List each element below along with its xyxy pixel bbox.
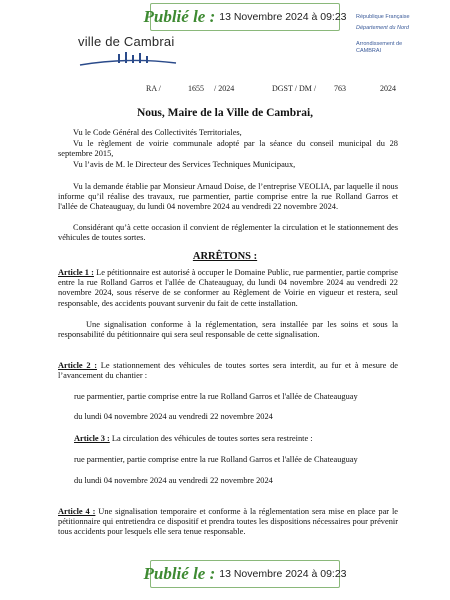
article-2 xyxy=(58,361,398,381)
article-2-text: Le stationnement des véhicules de toutes sortes sera interdit, au fur et à mesure de l’avancement du chantier : xyxy=(58,361,399,381)
dgst-label: DGST / DM / xyxy=(272,84,317,93)
logo-skyline-icon xyxy=(78,49,178,69)
visa-director: Vu l’avis de M. le Directeur des Services Techniques Municipaux, xyxy=(73,160,296,169)
publication-label-bottom: Publié le : xyxy=(143,564,216,583)
article-2-dates: du lundi 04 novembre 2024 au vendredi 22 novembre 2024 xyxy=(74,412,273,421)
article-4-text: Une signalisation temporaire et conforme à la réglementation sera mise en place par le pétitionnaire qui entretiendra ce dispositif et prendra toutes les dispositions nécessaires pour prévenir tous accidents pour lesquels elle sera tenue responsable. xyxy=(58,507,399,537)
publication-label: Publié le : xyxy=(143,7,216,26)
republic-label: République Française xyxy=(356,14,410,20)
article-3-place: rue parmentier, partie comprise entre la rue Rolland Garros et l'allée de Chateauguay xyxy=(74,455,358,464)
arrondissement-label: Arrondissement de xyxy=(356,41,403,47)
department-label: Département du Nord xyxy=(356,25,409,31)
article-1-signal: Une signalisation conforme à la réglementation, sera installée par les soins et sous la responsabilité du pétitionnaire qui sera seul responsable de cette signalisation. xyxy=(58,320,398,340)
article-3-text: La circulation des véhicules de toutes sortes sera restreinte : xyxy=(109,434,313,443)
dgst-year: 2024 xyxy=(380,84,396,93)
decree-title: Nous, Maire de la Ville de Cambrai, xyxy=(136,107,314,119)
ra-number: 1655 xyxy=(188,84,204,93)
request-paragraph: Vu la demande établie par Monsieur Arnaud Doise, de l’entreprise VEOLIA, par laquelle il nous informe qu’il réalise des travaux, rue parmentier, partie comprise entre la rue Rolland Garros et l'allée de Chateauguay, du lundi 04 novembre 2024 au vendredi 22 novembre 2024. xyxy=(58,182,398,212)
publication-date-bottom: 13 Novembre 2024 à 09:23 xyxy=(219,568,347,580)
article-1 xyxy=(58,268,398,309)
visa-voirie: Vu le règlement de voirie communale adopté par la séance du conseil municipal du 28 septembre 2015, xyxy=(58,139,398,159)
arretons-heading: ARRÊTONS : xyxy=(192,251,258,262)
ra-label: RA / xyxy=(146,84,161,93)
article-1-text: Le pétitionnaire est autorisé à occuper le Domaine Public, rue parmentier, partie comprise entre la rue Rolland Garros et l'allée de Chateauguay, du lundi 04 novembre 2024 au vendredi 22 novembre 2024, sous réserve de se conformer au Règlement de Voirie en vigueur et restera, seul responsable, des accidents pouvant survenir du fait de cette installation. xyxy=(58,268,398,308)
article-2-label: Article 2 : xyxy=(58,361,98,370)
article-4 xyxy=(58,507,398,538)
article-3 xyxy=(74,434,404,444)
article-2-place: rue parmentier, partie comprise entre la rue Rolland Garros et l'allée de Chateauguay xyxy=(74,392,358,401)
publication-banner-bottom xyxy=(143,560,347,588)
publication-date: 13 Novembre 2024 à 09:23 xyxy=(219,11,347,23)
arrondissement-city: CAMBRAI xyxy=(356,48,382,54)
administrative-header xyxy=(356,14,446,55)
logo-text: ville de Cambrai xyxy=(78,34,175,49)
visa-code: Vu le Code Général des Collectivités Territoriales, xyxy=(73,128,242,137)
article-3-dates: du lundi 04 novembre 2024 au vendredi 22 novembre 2024 xyxy=(74,476,273,485)
publication-banner-top xyxy=(143,3,347,31)
article-4-label: Article 4 : xyxy=(58,507,96,516)
considering-paragraph: Considérant qu’à cette occasion il convient de réglementer la circulation et le stationnement des véhicules de toutes sortes. xyxy=(58,223,398,243)
dgst-number: 763 xyxy=(334,84,346,93)
article-1-label: Article 1 : xyxy=(58,268,94,277)
ra-year: / 2024 xyxy=(214,84,235,93)
article-3-label: Article 3 : xyxy=(74,434,110,443)
city-logo xyxy=(78,34,178,69)
